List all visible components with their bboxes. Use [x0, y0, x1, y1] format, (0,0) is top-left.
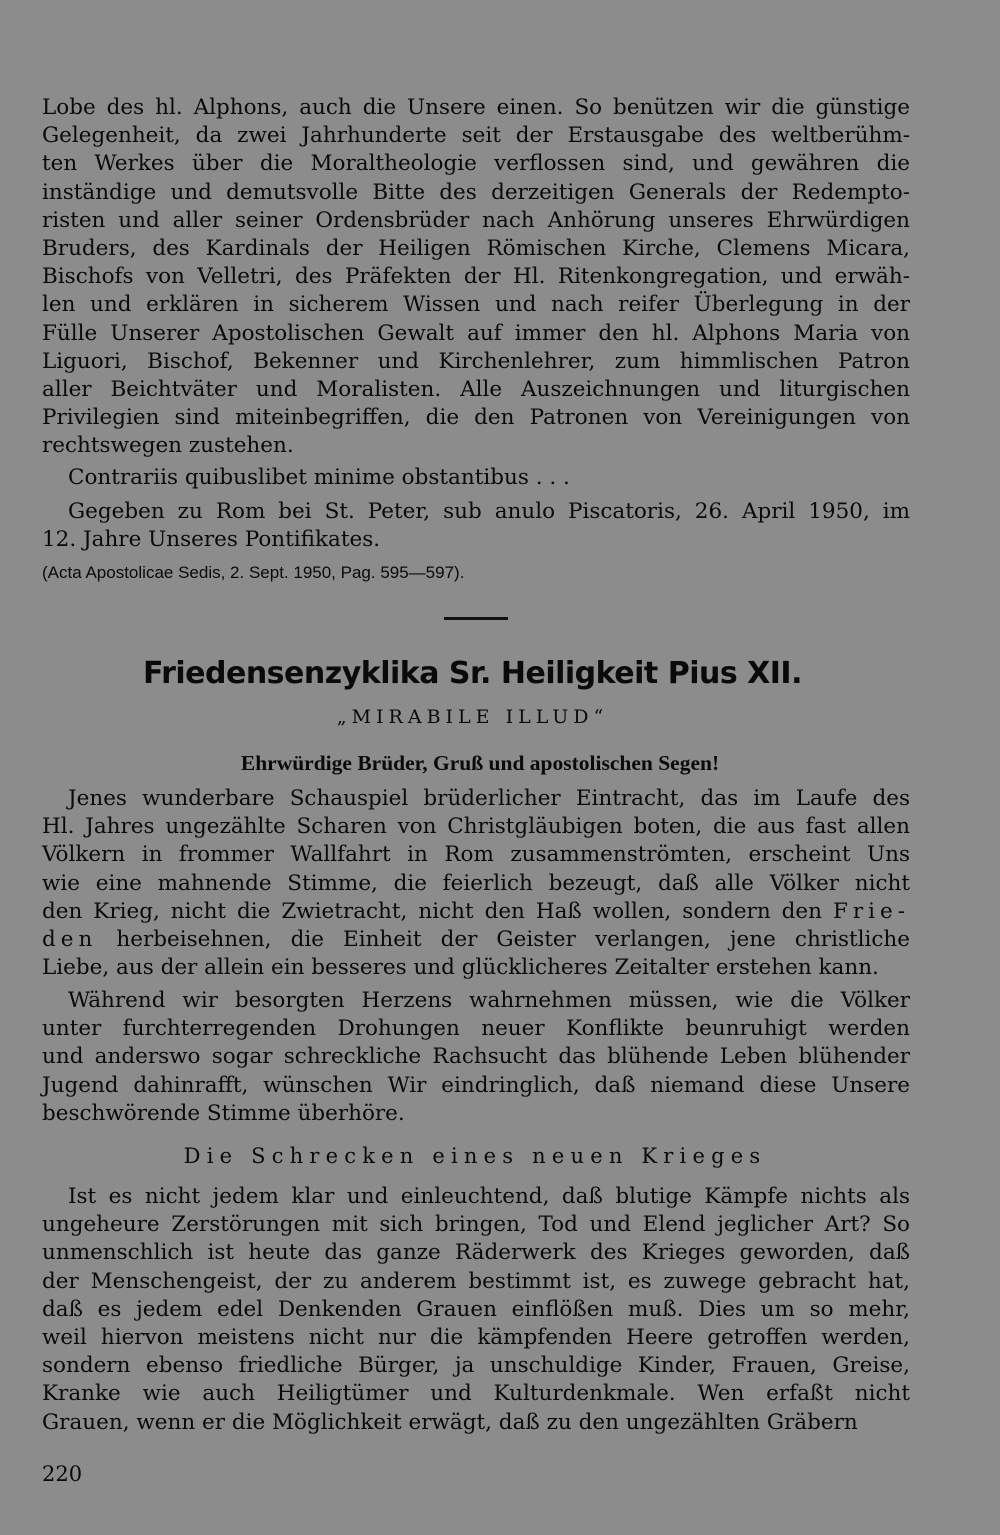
text-line: ungeheure Zerstörungen mit sich bringen, Tod und Elend jeglicher Art? So — [42, 1212, 910, 1238]
paragraph-2 — [42, 987, 910, 1128]
text-line: Völkern in frommer Wallfahrt in Rom zusammenströmten, erscheint Uns — [42, 842, 910, 868]
text-line: Kranke wie auch Heiligtümer und Kulturdenkmale. Wen erfaßt nicht — [42, 1381, 910, 1407]
text-line: Fülle Unserer Apostolischen Gewalt auf immer den hl. Alphons Maria von — [42, 320, 910, 346]
salutation: Ehrwürdige Brüder, Gruß und apostolischen Segen! — [240, 751, 720, 775]
text-line: Bischofs von Velletri, des Präfekten der Hl. Ritenkongregation, und erwäh- — [42, 264, 910, 290]
encyclical-title: Friedensenzyklika Sr. Heiligkeit Pius XII. — [143, 656, 802, 691]
text-line: Jugend dahinrafft, wünschen Wir eindringlich, daß niemand diese Unsere — [42, 1072, 910, 1098]
text-line: beschwörende Stimme überhöre. — [42, 1100, 405, 1126]
text-line: und anderswo sogar schreckliche Rachsucht das blühende Leben blühender — [42, 1044, 910, 1070]
text-line: Privilegien sind miteinbegriffen, die den Patronen von Vereinigungen von — [42, 405, 910, 431]
text-line: Jenes wunderbare Schauspiel brüderlicher Eintracht, das im Laufe des — [68, 786, 910, 811]
text-line: daß es jedem edel Denkenden Grauen einflößen muß. Dies um so mehr, — [42, 1296, 910, 1322]
text-line: Gegeben zu Rom bei St. Peter, sub anulo Piscatoris, 26. April 1950, im — [68, 499, 910, 524]
text-line: risten und aller seiner Ordensbrüder nach Anhörung unseres Ehrwürdigen — [42, 207, 910, 233]
text-span: den Krieg, nicht die Zwietracht, nicht den Haß wollen, sondern den — [42, 898, 822, 924]
text-line: Bruders, des Kardinals der Heiligen Römischen Kirche, Clemens Micara, — [42, 236, 910, 262]
text-line: aller Beichtväter und Moralisten. Alle Auszeichnungen und liturgischen — [42, 377, 910, 403]
encyclical-subtitle: „MIRABILE ILLUD“ — [336, 706, 609, 728]
paragraph-3 — [42, 1183, 910, 1437]
text-line: Liguori, Bischof, Bekenner und Kirchenlehrer, zum himmlischen Patron — [42, 348, 910, 374]
text-line: sondern ebenso friedliche Bürger, ja unschuldige Kinder, Frauen, Greise, — [42, 1353, 910, 1379]
text-line: weil hiervon meistens nicht nur die kämpfenden Heere getroffen werden, — [42, 1325, 910, 1351]
paragraph-1 — [42, 785, 910, 982]
contrariis-clause — [42, 464, 910, 492]
text-span: herbeisehnen, die Einheit der Geister verlangen, jene christliche — [116, 927, 910, 953]
source-citation: (Acta Apostolicae Sedis, 2. Sept. 1950, Pag. 595—597). — [42, 563, 465, 582]
text-line: der Menschengeist, der zu anderem bestimmt ist, es zuwege gebracht hat, — [42, 1268, 910, 1294]
page-number: 220 — [42, 1462, 83, 1486]
text-line: len und erklären in sicherem Wissen und nach reifer Überlegung in der — [42, 292, 910, 318]
text-line: Lobe des hl. Alphons, auch die Unsere einen. So benützen wir die günstige — [42, 95, 910, 120]
text-line: Hl. Jahres ungezählte Scharen von Christgläubigen boten, die aus fast allen — [42, 814, 910, 840]
text-line: Liebe, aus der allein ein besseres und glücklicheres Zeitalter erstehen kann. — [42, 955, 879, 981]
text-line: inständige und demutsvolle Bitte des derzeitigen Generals der Redempto- — [42, 179, 910, 205]
spaced-emphasis: Frie- — [832, 898, 910, 924]
continuation-paragraph — [42, 94, 910, 461]
text-line: Ist es nicht jedem klar und einleuchtend, daß blutige Kämpfe nichts als — [68, 1184, 910, 1209]
text-line: unmenschlich ist heute das ganze Räderwerk des Krieges geworden, daß — [42, 1240, 910, 1266]
text-line: rechtswegen zustehen. — [42, 433, 294, 459]
text-line — [42, 926, 910, 954]
text-line — [42, 898, 910, 926]
section-divider — [444, 617, 508, 620]
text-line: Gelegenheit, da zwei Jahrhunderte seit der Erstausgabe des weltberühm- — [42, 123, 910, 149]
text-line: ten Werkes über die Moraltheologie verflossen sind, und gewähren die — [42, 151, 910, 177]
spaced-emphasis: den — [42, 927, 98, 953]
text-line: 12. Jahre Unseres Pontifikates. — [42, 527, 381, 553]
text-line: Contrariis quibuslibet minime obstantibus . . . — [68, 465, 570, 490]
text-line: unter furchterregenden Drohungen neuer Konflikte beunruhigt werden — [42, 1016, 910, 1042]
text-line: Während wir besorgten Herzens wahrnehmen müssen, wie die Völker — [68, 988, 910, 1013]
text-line: Grauen, wenn er die Möglichkeit erwägt, daß zu den ungezählten Gräbern — [42, 1409, 858, 1435]
dating-clause — [42, 498, 910, 554]
text-line: wie eine mahnende Stimme, die feierlich bezeugt, daß alle Völker nicht — [42, 870, 910, 896]
section-heading: Die Schrecken eines neuen Krieges — [183, 1144, 767, 1168]
